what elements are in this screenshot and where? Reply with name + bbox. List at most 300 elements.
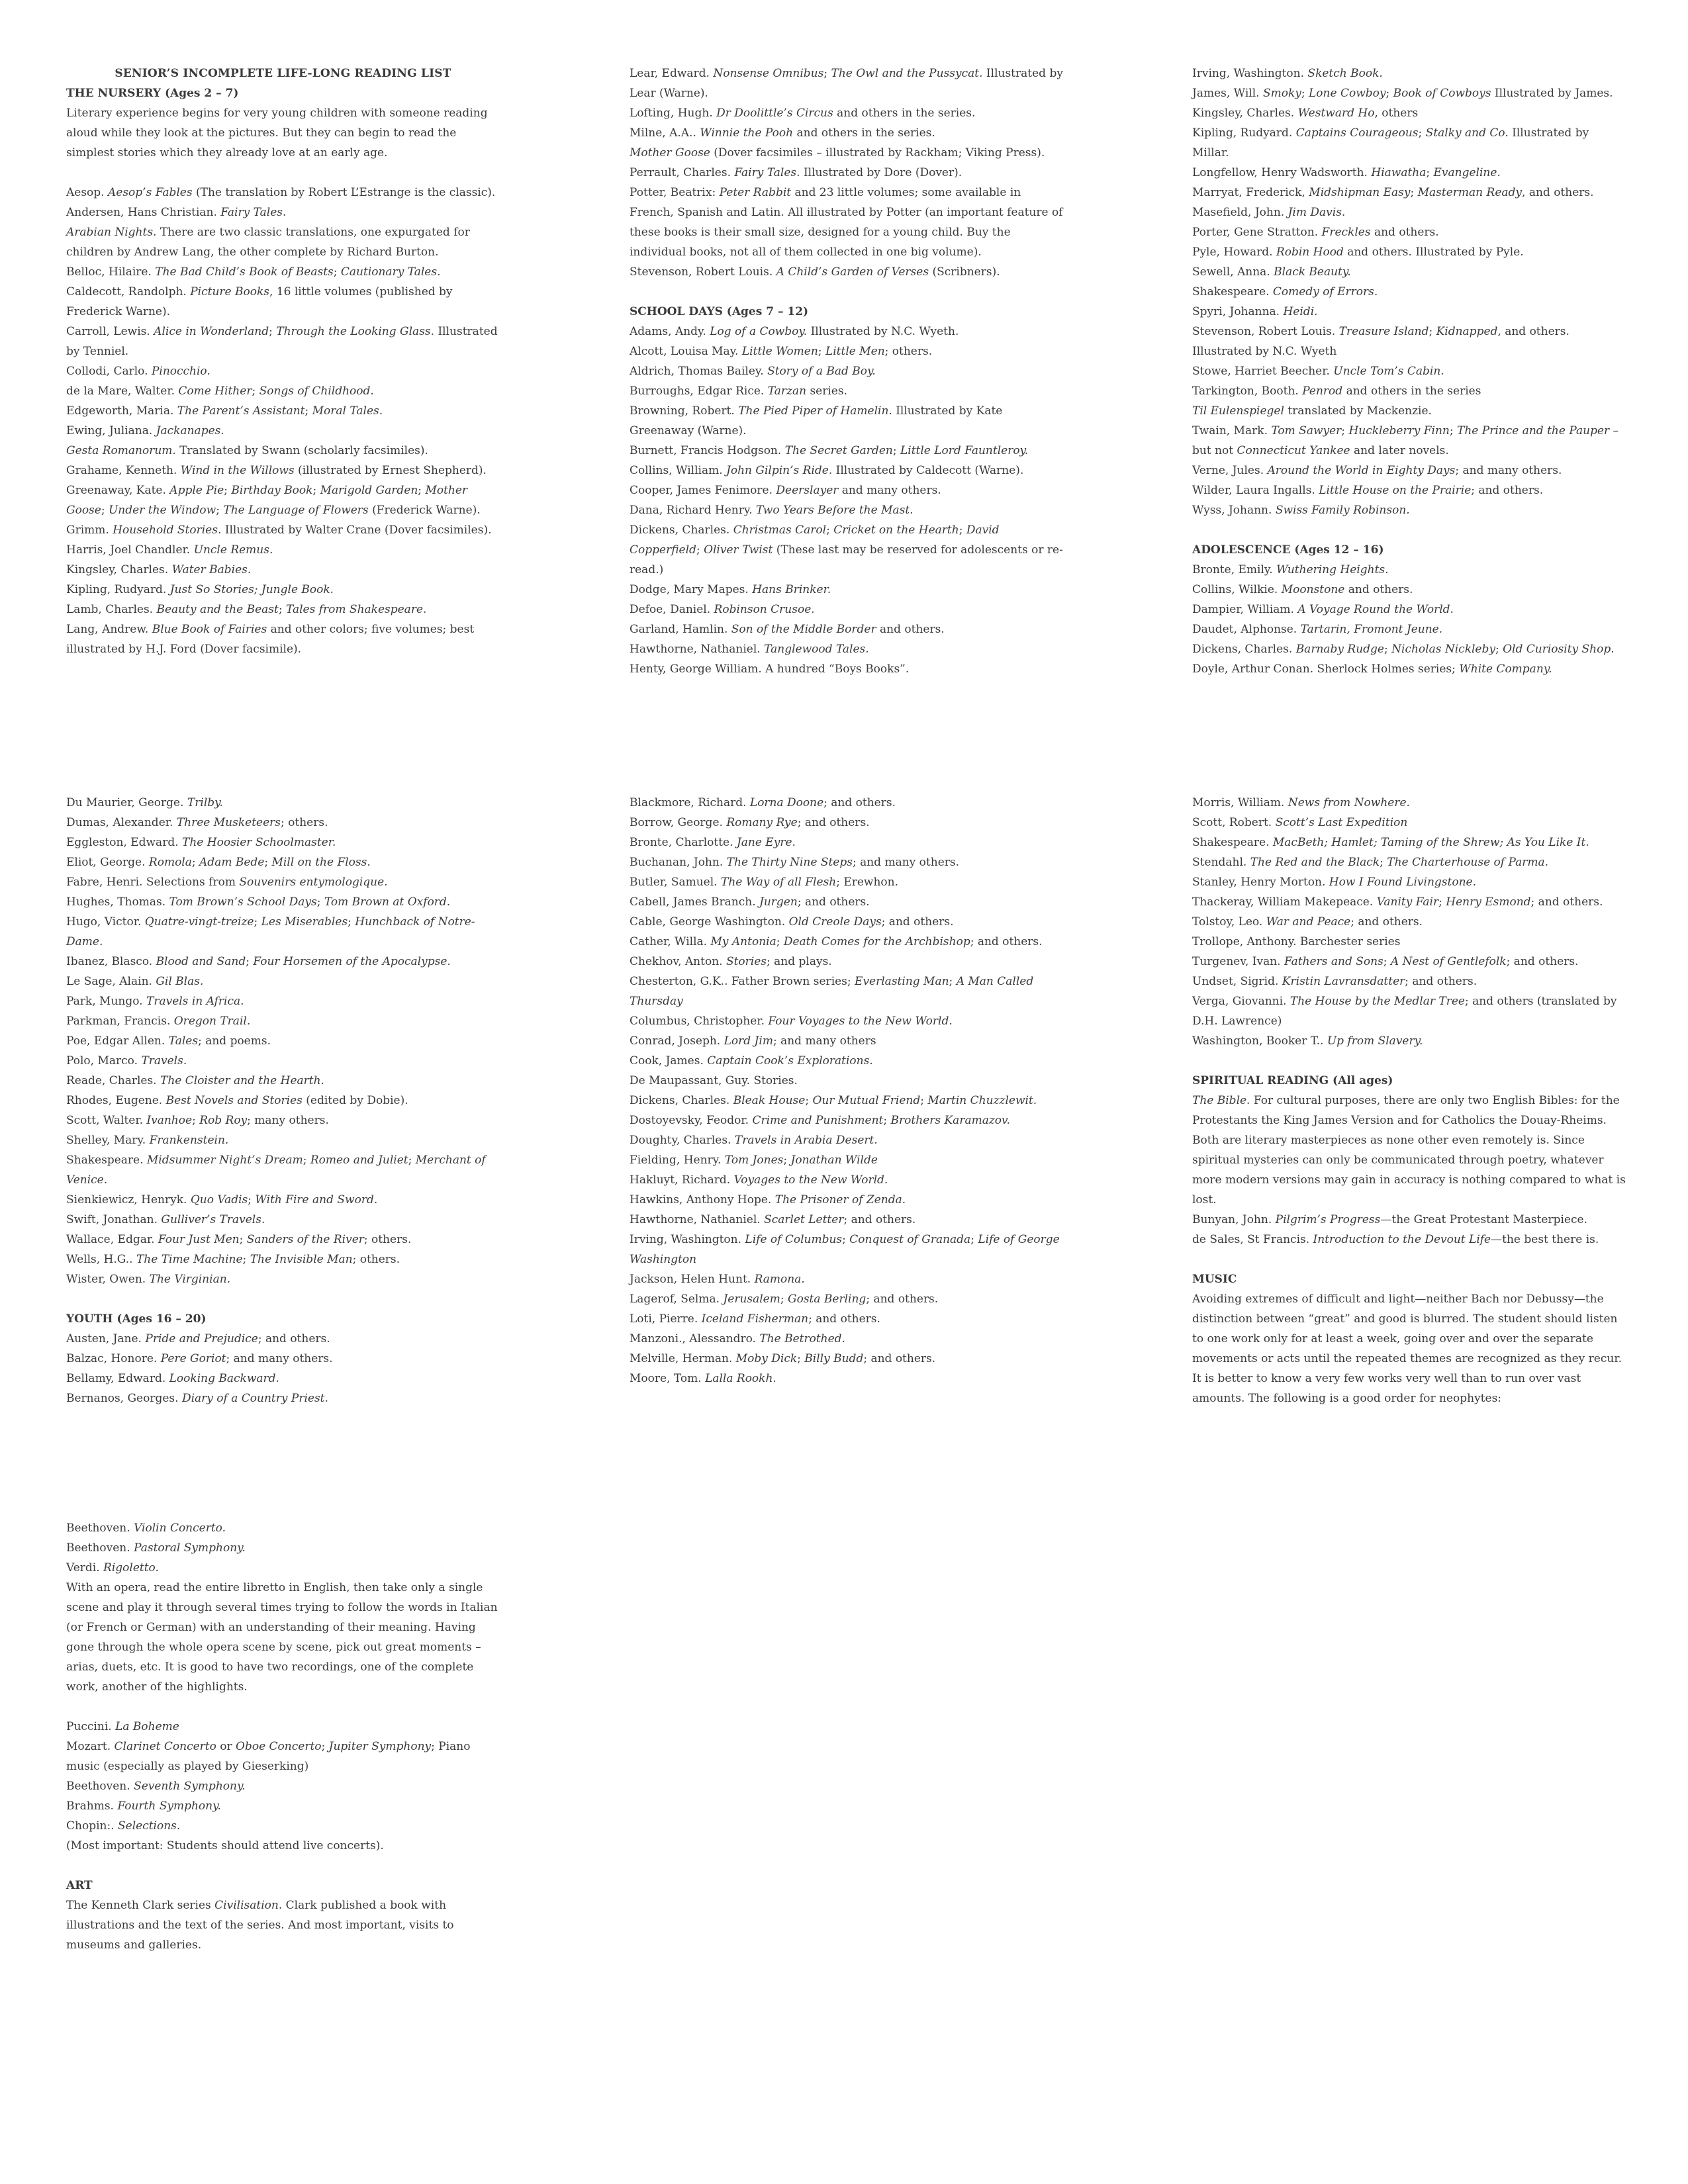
list-entry: Verdi. Rigoletto. [66, 1561, 159, 1574]
italic-title: Uncle Remus. [193, 543, 273, 557]
italic-title: Wind in the Willows [180, 464, 295, 477]
list-entry: Puccini. La Boheme [66, 1720, 179, 1733]
list-entry: Hughes, Thomas. Tom Brown’s School Days; Tom Brown at Oxford. [66, 895, 451, 909]
italic-title: Moby Dick [735, 1352, 798, 1365]
italic-title: Romany Rye [726, 816, 798, 829]
italic-title: Frankenstein. [149, 1134, 229, 1147]
italic-title: Introduction to the Devout Life [1313, 1233, 1491, 1246]
italic-title: Tom Brown’s School Days [169, 895, 317, 909]
list-entry: Ibanez, Blasco. Blood and Sand; Four Horsemen of the Apocalypse. [66, 955, 451, 968]
italic-title: My Antonia [710, 935, 776, 948]
italic-title: Life of George Washington [630, 1233, 1060, 1266]
italic-title: Nicholas Nickleby [1391, 643, 1495, 656]
list-entry: Dickens, Charles. Christmas Carol; Cricket on the Hearth; David Copperfield; Oliver Twist (These last may be reserved for adolescents or re-read.) [630, 523, 1063, 576]
list-entry: Til Eulenspiegel translated by Mackenzie. [1192, 404, 1432, 418]
italic-title: Trilby. [187, 796, 223, 809]
italic-title: Lone Cowboy [1309, 87, 1386, 100]
section-heading: MUSIC [1192, 1273, 1237, 1286]
list-entry: With an opera, read the entire libretto in English, then take only a single scene and play it through several times trying to follow the words in Italian (or French or German) with an understanding of their meaning. Having gone through the whole opera scene by scene, pick out great moments – arias, duets, etc. It is good to have two recordings, one of the complete work, another of the highlights. [66, 1581, 498, 1694]
italic-title: Three Musketeers [176, 816, 281, 829]
italic-title: Connecticut Yankee [1237, 444, 1350, 457]
list-entry: James, Will. Smoky; Lone Cowboy; Book of Cowboys Illustrated by James. [1192, 87, 1613, 100]
list-entry: Carroll, Lewis. Alice in Wonderland; Through the Looking Glass. Illustrated by Tenniel. [66, 325, 498, 358]
italic-title: Alice in Wonderland [154, 325, 269, 338]
list-entry: Du Maurier, George. Trilby. [66, 796, 223, 809]
list-entry: Brahms. Fourth Symphony. [66, 1799, 221, 1813]
italic-title: Black Beauty. [1274, 265, 1351, 279]
list-entry: Milne, A.A.. Winnie the Pooh and others in the series. [630, 126, 935, 140]
list-entry: Thackeray, William Makepeace. Vanity Fair; Henry Esmond; and others. [1192, 895, 1603, 909]
italic-title: Scarlet Letter [764, 1213, 844, 1226]
italic-title: Four Voyages to the New World. [768, 1015, 953, 1028]
italic-title: A Man Called Thursday [630, 975, 1034, 1008]
list-entry: Poe, Edgar Allen. Tales; and poems. [66, 1034, 271, 1048]
italic-title: Henry Esmond [1446, 895, 1531, 909]
italic-title: Around the World in Eighty Days [1267, 464, 1456, 477]
column-school-days [1192, 64, 1626, 679]
list-entry: Cable, George Washington. Old Creole Days; and others. [630, 915, 954, 929]
list-entry: Garland, Hamlin. Son of the Middle Border and others. [630, 623, 945, 636]
list-entry: Hawkins, Anthony Hope. The Prisoner of Zenda. [630, 1193, 906, 1206]
list-entry: Shakespeare. Comedy of Errors. [1192, 285, 1378, 298]
italic-title: Dr Doolittle’s Circus [716, 107, 833, 120]
list-entry: Borrow, George. Romany Rye; and others. [630, 816, 870, 829]
italic-title: Log of a Cowboy. [710, 325, 808, 338]
italic-title: Little Lord Fauntleroy. [900, 444, 1029, 457]
italic-title: Son of the Middle Border [731, 623, 876, 636]
italic-title: Story of a Bad Boy. [767, 365, 876, 378]
list-entry: Hugo, Victor. Quatre-vingt-treize; Les Miserables; Hunchback of Notre-Dame. [66, 915, 475, 948]
italic-title: Brothers Karamazov. [890, 1114, 1011, 1127]
italic-title: Household Stories. [113, 523, 222, 537]
italic-title: Tales [168, 1034, 199, 1048]
list-entry: Kipling, Rudyard. Just So Stories; Jungle Book. [66, 583, 334, 596]
list-entry: Beethoven. Seventh Symphony. [66, 1780, 246, 1793]
italic-title: Rob Roy [199, 1114, 248, 1127]
list-entry: Burnett, Francis Hodgson. The Secret Garden; Little Lord Fauntleroy. [630, 444, 1029, 457]
italic-title: Uncle Tom’s Cabin. [1333, 365, 1444, 378]
list-entry: Dana, Richard Henry. Two Years Before the Mast. [630, 504, 914, 517]
list-entry: Bellamy, Edward. Looking Backward. [66, 1372, 279, 1385]
list-entry: (Most important: Students should attend live concerts). [66, 1839, 384, 1852]
list-entry: Mozart. Clarinet Concerto or Oboe Concerto; Jupiter Symphony; Piano music (especially as played by Gieserking) [66, 1740, 471, 1773]
list-entry: Columbus, Christopher. Four Voyages to the New World. [630, 1015, 953, 1028]
list-entry: Lang, Andrew. Blue Book of Fairies and other colors; five volumes; best illustrated by H.J. Ford (Dover facsimile). [66, 623, 475, 656]
italic-title: Freckles [1321, 226, 1371, 239]
list-entry: Fielding, Henry. Tom Jones; Jonathan Wilde [630, 1154, 878, 1167]
list-entry: Aesop. Aesop’s Fables (The translation by Robert L’Estrange is the classic). [66, 186, 496, 199]
italic-title: Two Years Before the Mast. [756, 504, 914, 517]
section-heading: SPIRITUAL READING (All ages) [1192, 1074, 1393, 1087]
italic-title: Jerusalem [723, 1293, 780, 1306]
italic-title: The Bad Child’s Book of Beasts [155, 265, 334, 279]
italic-title: Oboe Concerto [236, 1740, 322, 1753]
italic-title: The Prisoner of Zenda. [774, 1193, 906, 1206]
list-entry: Sewell, Anna. Black Beauty. [1192, 265, 1351, 279]
list-entry: Cook, James. Captain Cook’s Explorations. [630, 1054, 873, 1068]
italic-title: Peter Rabbit [719, 186, 792, 199]
section-heading: SCHOOL DAYS (Ages 7 – 12) [630, 305, 809, 318]
italic-title: The Cloister and the Hearth. [160, 1074, 324, 1087]
italic-title: Barnaby Rudge [1295, 643, 1384, 656]
italic-title: Moonstone [1281, 583, 1345, 596]
italic-title: Bleak House [733, 1094, 806, 1107]
list-entry: Parkman, Francis. Oregon Trail. [66, 1015, 251, 1028]
italic-title: The Prince and the Pauper [1457, 424, 1610, 437]
italic-title: With Fire and Sword. [255, 1193, 378, 1206]
italic-title: Midshipman Easy [1309, 186, 1411, 199]
list-entry: Harris, Joel Chandler. Uncle Remus. [66, 543, 273, 557]
italic-title: Jupiter Symphony [328, 1740, 432, 1753]
italic-title: Tanglewood Tales. [764, 643, 869, 656]
italic-title: Winnie the Pooh [700, 126, 794, 140]
italic-title: Pastoral Symphony. [134, 1541, 246, 1555]
italic-title: Fathers and Sons [1284, 955, 1383, 968]
list-entry: Hawthorne, Nathaniel. Tanglewood Tales. [630, 643, 869, 656]
list-entry: Bronte, Charlotte. Jane Eyre. [630, 836, 796, 849]
list-entry: Grahame, Kenneth. Wind in the Willows (illustrated by Ernest Shepherd). [66, 464, 487, 477]
list-entry: Adams, Andy. Log of a Cowboy. Illustrated by N.C. Wyeth. [630, 325, 959, 338]
italic-title: War and Peace [1266, 915, 1351, 929]
italic-title: Marigold Garden [320, 484, 418, 497]
list-entry: Melville, Herman. Moby Dick; Billy Budd; and others. [630, 1352, 936, 1365]
italic-title: The Hoosier Schoolmaster. [182, 836, 336, 849]
italic-title: Merchant of Venice. [66, 1154, 486, 1187]
italic-title: Pilgrim’s Progress [1275, 1213, 1381, 1226]
list-entry: Mother Goose (Dover facsimiles – illustrated by Rackham; Viking Press). [630, 146, 1045, 159]
list-entry: Stendahl. The Red and the Black; The Charterhouse of Parma. [1192, 856, 1549, 869]
italic-title: Jurgen [759, 895, 798, 909]
spacer [1192, 1250, 1626, 1269]
italic-title: Robinson Crusoe. [714, 603, 815, 616]
list-entry: Scott, Robert. Scott’s Last Expedition [1192, 816, 1408, 829]
list-entry: Kingsley, Charles. Westward Ho, others [1192, 107, 1419, 120]
italic-title: Gosta Berling [788, 1293, 867, 1306]
list-entry: Arabian Nights. There are two classic translations, one expurgated for children by Andrew Lang, the other complete by Richard Burton. [66, 226, 470, 259]
italic-title: Blue Book of Fairies [152, 623, 267, 636]
italic-title: Little Women [741, 345, 818, 358]
italic-title: Sanders of the River [246, 1233, 364, 1246]
italic-title: Blood and Sand [156, 955, 246, 968]
italic-title: Treasure Island [1338, 325, 1429, 338]
list-entry: Collodi, Carlo. Pinocchio. [66, 365, 211, 378]
italic-title: Songs of Childhood. [259, 385, 374, 398]
list-entry: Gesta Romanorum. Translated by Swann (scholarly facsimiles). [66, 444, 428, 457]
list-entry: Buchanan, John. The Thirty Nine Steps; and many others. [630, 856, 960, 869]
italic-title: Oliver Twist [704, 543, 773, 557]
list-entry: Stowe, Harriet Beecher. Uncle Tom’s Cabin. [1192, 365, 1444, 378]
italic-title: Ivanhoe [146, 1114, 193, 1127]
list-entry: Reade, Charles. The Cloister and the Hearth. [66, 1074, 324, 1087]
list-entry: Wyss, Johann. Swiss Family Robinson. [1192, 504, 1410, 517]
italic-title: Wuthering Heights. [1276, 563, 1389, 576]
column-youth [630, 793, 1063, 1388]
list-entry: Edgeworth, Maria. The Parent’s Assistant; Moral Tales. [66, 404, 383, 418]
italic-title: Jim Davis. [1288, 206, 1346, 219]
list-entry: Moore, Tom. Lalla Rookh. [630, 1372, 776, 1385]
italic-title: Stories [726, 955, 767, 968]
italic-title: Everlasting Man [855, 975, 949, 988]
list-entry: Cooper, James Fenimore. Deerslayer and many others. [630, 484, 941, 497]
list-entry: Greenaway, Kate. Apple Pie; Birthday Book; Marigold Garden; Mother Goose; Under the Window; The Language of Flowers (Frederick Warne). [66, 484, 481, 517]
list-entry: Morris, William. News from Nowhere. [1192, 796, 1410, 809]
spacer [630, 282, 1063, 302]
list-entry: Henty, George William. A hundred “Boys Books”. [630, 662, 910, 676]
list-entry: Aldrich, Thomas Bailey. Story of a Bad Boy. [630, 365, 876, 378]
list-entry: Kipling, Rudyard. Captains Courageous; Stalky and Co. Illustrated by Millar. [1192, 126, 1589, 159]
italic-title: Clarinet Concerto [114, 1740, 216, 1753]
italic-title: Travels. [141, 1054, 187, 1068]
italic-title: Adam Bede [199, 856, 265, 869]
italic-title: Water Babies. [171, 563, 252, 576]
italic-title: The Time Machine [136, 1253, 243, 1266]
list-entry: Dumas, Alexander. Three Musketeers; others. [66, 816, 328, 829]
italic-title: David Copperfield [630, 523, 1000, 557]
italic-title: Fairy Tales. [734, 166, 800, 179]
italic-title: Deerslayer [776, 484, 839, 497]
list-entry: Eliot, George. Romola; Adam Bede; Mill on the Floss. [66, 856, 371, 869]
list-entry: Spyri, Johanna. Heidi. [1192, 305, 1318, 318]
spacer [1192, 520, 1626, 540]
column-adolescence-cont [66, 793, 500, 1408]
italic-title: Come Hither [178, 385, 252, 398]
italic-title: Through the Looking Glass. [276, 325, 435, 338]
italic-title: Violin Concerto. [134, 1522, 226, 1535]
italic-title: Martin Chuzzlewit. [927, 1094, 1037, 1107]
italic-title: Diary of a Country Priest. [181, 1392, 328, 1405]
italic-title: Fourth Symphony. [117, 1799, 221, 1813]
italic-title: The Owl and the Pussycat. [831, 67, 983, 80]
italic-title: The Way of all Flesh [721, 876, 837, 889]
list-entry: Cather, Willa. My Antonia; Death Comes for the Archbishop; and others. [630, 935, 1043, 948]
italic-title: Best Novels and Stories [165, 1094, 303, 1107]
spacer [1192, 1051, 1626, 1071]
italic-title: The Invisible Man [250, 1253, 353, 1266]
italic-title: The Red and the Black [1250, 856, 1380, 869]
list-entry: Dickens, Charles. Bleak House; Our Mutual Friend; Martin Chuzzlewit. [630, 1094, 1037, 1107]
italic-title: A Nest of Gentlefolk [1390, 955, 1507, 968]
column-music-art [66, 1518, 500, 1955]
column-nursery [66, 64, 500, 659]
italic-title: Apple Pie [169, 484, 224, 497]
italic-title: Gesta Romanorum. [66, 444, 176, 457]
italic-title: Pere Goriot [160, 1352, 226, 1365]
italic-title: Robin Hood [1276, 246, 1344, 259]
italic-title: Quo Vadis [190, 1193, 248, 1206]
italic-title: Captains Courageous [1295, 126, 1419, 140]
italic-title: Life of Columbus [745, 1233, 843, 1246]
italic-title: Four Horsemen of the Apocalypse. [253, 955, 451, 968]
italic-title: Heidi. [1283, 305, 1318, 318]
italic-title: Hunchback of Notre-Dame. [66, 915, 475, 948]
italic-title: Quatre-vingt-treize [144, 915, 254, 929]
list-entry: Dampier, William. A Voyage Round the World. [1192, 603, 1454, 616]
italic-title: News from Nowhere. [1288, 796, 1410, 809]
italic-title: Cricket on the Hearth [833, 523, 959, 537]
list-entry: Grimm. Household Stories. Illustrated by Walter Crane (Dover facsimiles). [66, 523, 492, 537]
list-entry: Dodge, Mary Mapes. Hans Brinker. [630, 583, 831, 596]
italic-title: Voyages to the New World. [733, 1173, 888, 1187]
column-youth-cont [1192, 793, 1626, 1408]
spacer [66, 1289, 500, 1309]
italic-title: Lalla Rookh. [705, 1372, 776, 1385]
italic-title: MacBeth; Hamlet; Taming of the Shrew; As You Like It. [1272, 836, 1589, 849]
list-entry: Alcott, Louisa May. Little Women; Little Men; others. [630, 345, 933, 358]
italic-title: Rigoletto. [103, 1561, 159, 1574]
section-heading: ADOLESCENCE (Ages 12 – 16) [1192, 543, 1384, 557]
list-entry: Austen, Jane. Pride and Prejudice; and others. [66, 1332, 330, 1345]
list-entry: Marryat, Frederick, Midshipman Easy; Masterman Ready, and others. [1192, 186, 1594, 199]
italic-title: The Virginian. [149, 1273, 231, 1286]
list-entry: Balzac, Honore. Pere Goriot; and many others. [66, 1352, 333, 1365]
list-entry: The Bible. For cultural purposes, there are only two English Bibles: for the Protestants the King James Version and for Catholics the Douay-Rheims. Both are literary masterpieces as none other even remotely is. Since spiritual mysteries can only be communicated through poetry, whatever more modern versions may gain in accuracy is nothing compared to what is lost. [1192, 1094, 1626, 1206]
italic-title: Civilisation [214, 1899, 279, 1912]
italic-title: Book of Cowboys [1393, 87, 1491, 100]
list-entry: Rhodes, Eugene. Best Novels and Stories (edited by Dobie). [66, 1094, 408, 1107]
list-entry: Scott, Walter. Ivanhoe; Rob Roy; many others. [66, 1114, 329, 1127]
list-entry: Doyle, Arthur Conan. Sherlock Holmes series; White Company. [1192, 662, 1552, 676]
list-entry: Verga, Giovanni. The House by the Medlar Tree; and others (translated by D.H. Lawrence) [1192, 995, 1617, 1028]
list-entry: Turgenev, Ivan. Fathers and Sons; A Nest of Gentlefolk; and others. [1192, 955, 1579, 968]
list-entry: Stevenson, Robert Louis. A Child’s Garden of Verses (Scribners). [630, 265, 1000, 279]
list-entry: Irving, Washington. Sketch Book. [1192, 67, 1383, 80]
italic-title: Kidnapped [1436, 325, 1498, 338]
list-entry: Stevenson, Robert Louis. Treasure Island; Kidnapped, and others. Illustrated by N.C. Wyeth [1192, 325, 1570, 358]
italic-title: Little Men [825, 345, 885, 358]
italic-title: Kristin Lavransdatter [1282, 975, 1405, 988]
spacer [66, 1856, 500, 1876]
list-entry: Bunyan, John. Pilgrim’s Progress—the Great Protestant Masterpiece. [1192, 1213, 1587, 1226]
list-entry: De Maupassant, Guy. Stories. [630, 1074, 798, 1087]
italic-title: Les Miserables [261, 915, 348, 929]
italic-title: Travels in Africa. [146, 995, 244, 1008]
list-entry: Stanley, Henry Morton. How I Found Livingstone. [1192, 876, 1477, 889]
italic-title: Looking Backward. [169, 1372, 279, 1385]
document-title: SENIOR’S INCOMPLETE LIFE-LONG READING LIST [115, 67, 451, 80]
list-entry: Jackson, Helen Hunt. Ramona. [630, 1273, 805, 1286]
list-entry: Ewing, Juliana. Jackanapes. [66, 424, 224, 437]
list-entry: Dickens, Charles. Barnaby Rudge; Nicholas Nickleby; Old Curiosity Shop. [1192, 643, 1615, 656]
list-entry: de la Mare, Walter. Come Hither; Songs of Childhood. [66, 385, 374, 398]
list-entry: Defoe, Daniel. Robinson Crusoe. [630, 603, 815, 616]
italic-title: A Child’s Garden of Verses [776, 265, 929, 279]
italic-title: La Boheme [115, 1720, 179, 1733]
list-entry: Masefield, John. Jim Davis. [1192, 206, 1346, 219]
list-entry: Caldecott, Randolph. Picture Books, 16 little volumes (published by Frederick Warne). [66, 285, 453, 318]
list-entry: Dostoyevsky, Feodor. Crime and Punishment; Brothers Karamazov. [630, 1114, 1011, 1127]
italic-title: Sketch Book. [1307, 67, 1383, 80]
list-entry: Verne, Jules. Around the World in Eighty Days; and many others. [1192, 464, 1562, 477]
italic-title: The Thirty Nine Steps [726, 856, 853, 869]
list-entry: Bernanos, Georges. Diary of a Country Priest. [66, 1392, 328, 1405]
list-entry: Doughty, Charles. Travels in Arabia Desert. [630, 1134, 878, 1147]
italic-title: Crime and Punishment [752, 1114, 884, 1127]
section-heading: ART [66, 1879, 93, 1892]
list-entry: Hakluyt, Richard. Voyages to the New World. [630, 1173, 888, 1187]
section-heading: YOUTH (Ages 16 – 20) [66, 1312, 207, 1326]
italic-title: Pride and Prejudice [145, 1332, 258, 1345]
italic-title: The Bible. [1192, 1094, 1250, 1107]
list-entry: Burroughs, Edgar Rice. Tarzan series. [630, 385, 847, 398]
italic-title: Aesop’s Fables [108, 186, 193, 199]
list-entry: Wells, H.G.. The Time Machine; The Invisible Man; others. [66, 1253, 400, 1266]
list-entry: Undset, Sigrid. Kristin Lavransdatter; and others. [1192, 975, 1477, 988]
italic-title: Christmas Carol [733, 523, 827, 537]
spacer [66, 163, 500, 183]
italic-title: The Betrothed. [759, 1332, 845, 1345]
italic-title: How I Found Livingstone. [1329, 876, 1477, 889]
list-entry: Andersen, Hans Christian. Fairy Tales. [66, 206, 287, 219]
italic-title: Moral Tales. [312, 404, 383, 418]
list-entry: Daudet, Alphonse. Tartarin, Fromont Jeune. [1192, 623, 1443, 636]
list-entry: Wister, Owen. The Virginian. [66, 1273, 231, 1286]
list-entry: Avoiding extremes of difficult and light—neither Bach nor Debussy—the distinction between “great” and good is blurred. The student should listen to one work only for at least a week, going over and over the separate movements or acts until the repeated themes are recognized as they recur. It is better to know a very few works very well than to run over vast amounts. The following is a good order for neophytes: [1192, 1293, 1622, 1405]
italic-title: Oregon Trail. [173, 1015, 251, 1028]
italic-title: Cautionary Tales. [340, 265, 441, 279]
italic-title: Vanity Fair [1376, 895, 1439, 909]
list-entry: Blackmore, Richard. Lorna Doone; and others. [630, 796, 896, 809]
list-entry: Lear, Edward. Nonsense Omnibus; The Owl and the Pussycat. Illustrated by Lear (Warne). [630, 67, 1063, 100]
list-entry: Trollope, Anthony. Barchester series [1192, 935, 1401, 948]
column-nursery-cont [630, 64, 1063, 679]
italic-title: Lorna Doone [749, 796, 824, 809]
list-entry: Butler, Samuel. The Way of all Flesh; Erewhon. [630, 876, 899, 889]
list-entry: Sienkiewicz, Henryk. Quo Vadis; With Fire and Sword. [66, 1193, 378, 1206]
list-entry: Polo, Marco. Travels. [66, 1054, 187, 1068]
italic-title: Seventh Symphony. [134, 1780, 246, 1793]
italic-title: Smoky [1262, 87, 1301, 100]
italic-title: Mother Goose [630, 146, 710, 159]
italic-title: Scott’s Last Expedition [1275, 816, 1408, 829]
italic-title: Tom Jones [724, 1154, 784, 1167]
list-entry: Perrault, Charles. Fairy Tales. Illustrated by Dore (Dover). [630, 166, 962, 179]
list-entry: Fabre, Henri. Selections from Souvenirs entymologique. [66, 876, 388, 889]
italic-title: Evangeline. [1433, 166, 1501, 179]
italic-title: Mill on the Floss. [271, 856, 371, 869]
list-entry: Twain, Mark. Tom Sawyer; Huckleberry Finn; The Prince and the Pauper – but not Connecticut Yankee and later novels. [1192, 424, 1619, 457]
list-entry: Chesterton, G.K.. Father Brown series; Everlasting Man; A Man Called Thursday [630, 975, 1034, 1008]
list-entry: Browning, Robert. The Pied Piper of Hamelin. Illustrated by Kate Greenaway (Warne). [630, 404, 1003, 437]
list-entry: Lamb, Charles. Beauty and the Beast; Tales from Shakespeare. [66, 603, 427, 616]
list-entry: Pyle, Howard. Robin Hood and others. Illustrated by Pyle. [1192, 246, 1524, 259]
list-entry: Cabell, James Branch. Jurgen; and others. [630, 895, 870, 909]
list-entry: Wallace, Edgar. Four Just Men; Sanders of the River; others. [66, 1233, 412, 1246]
italic-title: Nonsense Omnibus [713, 67, 824, 80]
italic-title: Arabian Nights. [66, 226, 157, 239]
italic-title: Hans Brinker. [752, 583, 831, 596]
italic-title: Penrod [1302, 385, 1343, 398]
italic-title: Gil Blas. [156, 975, 204, 988]
list-entry: de Sales, St Francis. Introduction to the Devout Life—the best there is. [1192, 1233, 1599, 1246]
italic-title: Pinocchio. [151, 365, 211, 378]
list-entry: Lofting, Hugh. Dr Doolittle’s Circus and others in the series. [630, 107, 976, 120]
list-entry: Eggleston, Edward. The Hoosier Schoolmaster. [66, 836, 336, 849]
list-entry: Irving, Washington. Life of Columbus; Conquest of Granada; Life of George Washington [630, 1233, 1060, 1266]
italic-title: Swiss Family Robinson. [1275, 504, 1410, 517]
italic-title: Midsummer Night’s Dream [146, 1154, 303, 1167]
italic-title: The Pied Piper of Hamelin. [738, 404, 892, 418]
italic-title: Picture Books [190, 285, 269, 298]
italic-title: Romola [148, 856, 192, 869]
italic-title: The House by the Medlar Tree [1289, 995, 1465, 1008]
list-entry: Shelley, Mary. Frankenstein. [66, 1134, 229, 1147]
italic-title: Tartarin, Fromont Jeune. [1300, 623, 1443, 636]
italic-title: Jonathan Wilde [790, 1154, 878, 1167]
list-entry: Bronte, Emily. Wuthering Heights. [1192, 563, 1389, 576]
italic-title: Stalky and Co. [1425, 126, 1509, 140]
italic-title: Mother Goose [66, 484, 468, 517]
list-entry: Shakespeare. MacBeth; Hamlet; Taming of the Shrew; As You Like It. [1192, 836, 1589, 849]
